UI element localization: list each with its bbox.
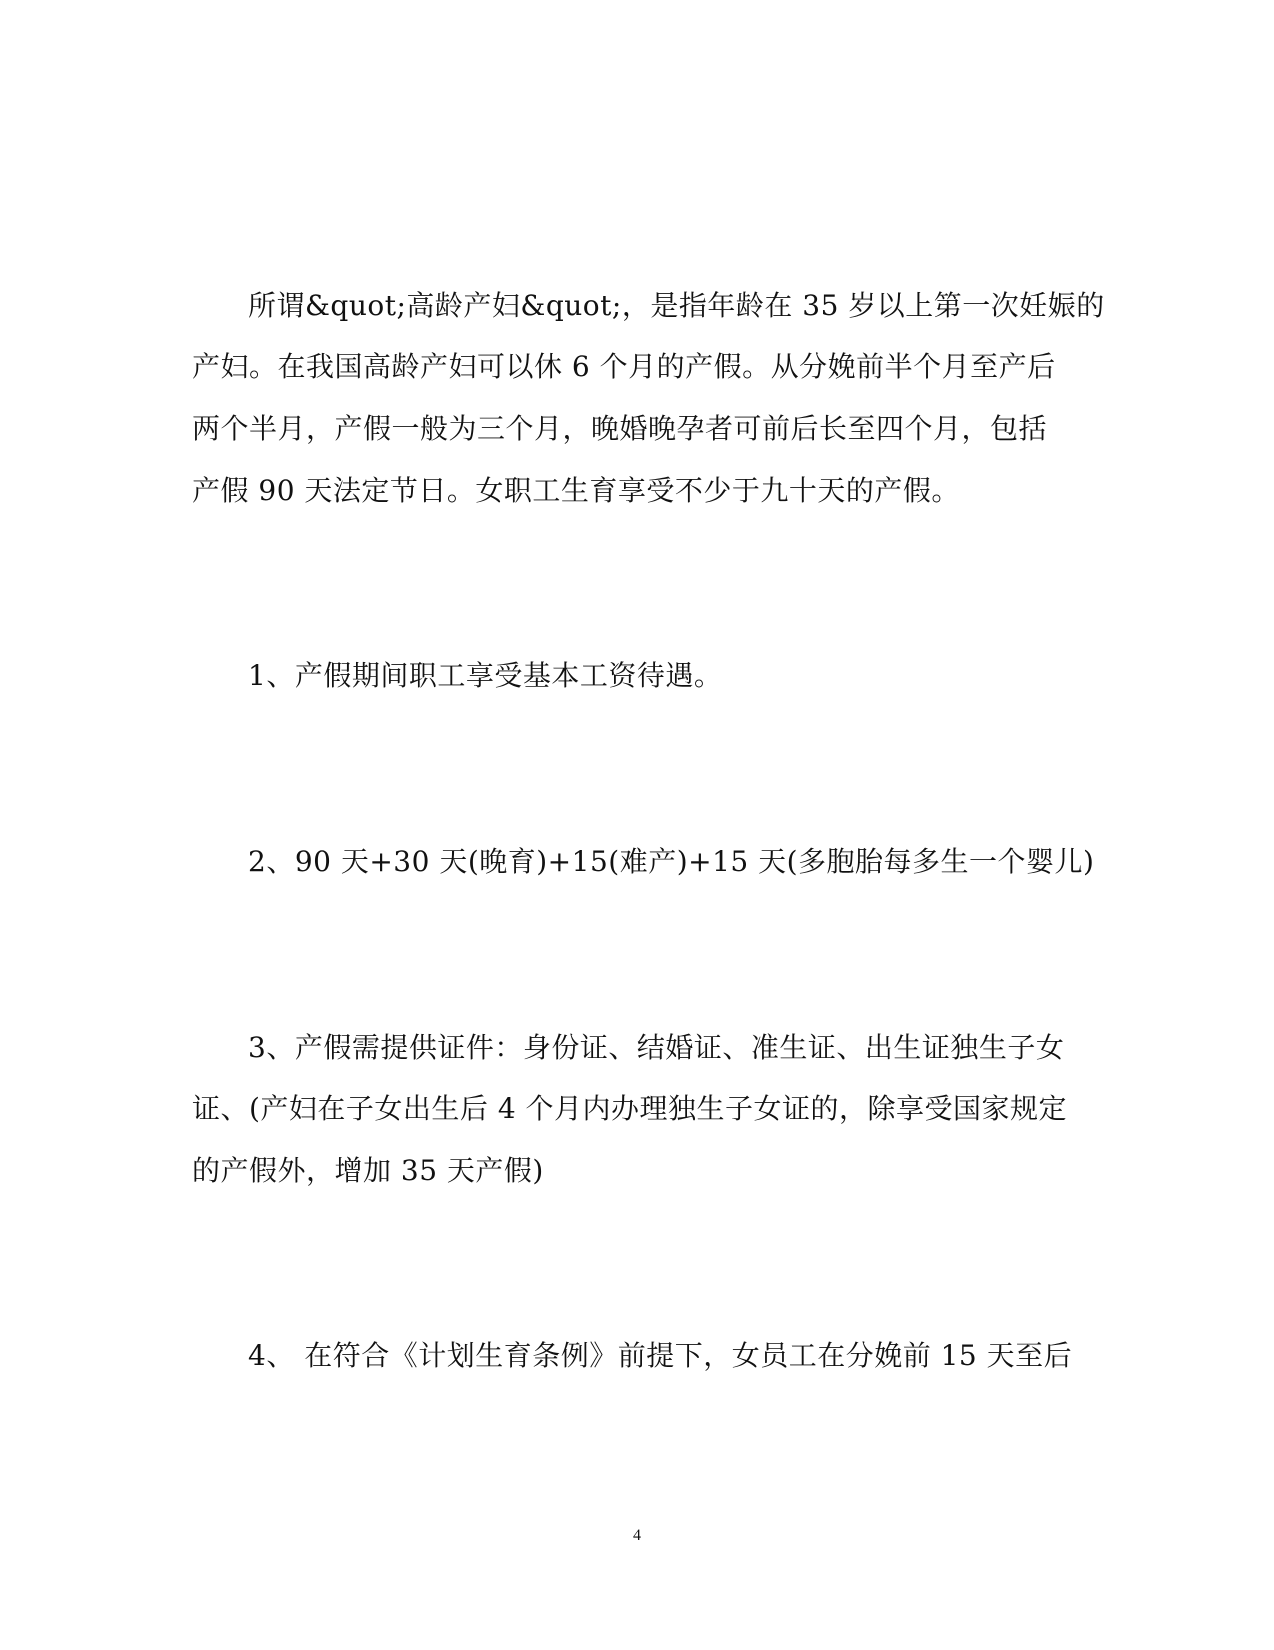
list-item-1-line-1: 1、产假期间职工享受基本工资待遇。 <box>248 659 723 692</box>
list-item-2-line-1: 2、90 天+30 天(晚育)+15(难产)+15 天(多胞胎每多生一个婴儿) <box>248 845 1095 878</box>
list-item-3-line-2: 证、(产妇在子女出生后 4 个月内办理独生子女证的，除享受国家规定 <box>192 1092 1068 1125</box>
list-item-4-line-1: 4、 在符合《计划生育条例》前提下，女员工在分娩前 15 天至后 <box>248 1339 1073 1372</box>
paragraph-intro-line-2: 产妇。在我国高龄产妇可以休 6 个月的产假。从分娩前半个月至产后 <box>192 350 1056 383</box>
paragraph-intro-line-4: 产假 90 天法定节日。女职工生育享受不少于九十天的产假。 <box>192 474 960 507</box>
list-item-3-line-1: 3、产假需提供证件：身份证、结婚证、准生证、出生证独生子女 <box>248 1031 1065 1064</box>
paragraph-intro-line-3: 两个半月，产假一般为三个月，晚婚晚孕者可前后长至四个月，包括 <box>192 412 1048 445</box>
list-item-3-line-3: 的产假外，增加 35 天产假) <box>192 1154 544 1187</box>
paragraph-intro-line-1: 所谓&quot;高龄产妇&quot;，是指年龄在 35 岁以上第一次妊娠的 <box>248 289 1105 322</box>
page-number: 4 <box>633 1527 641 1544</box>
